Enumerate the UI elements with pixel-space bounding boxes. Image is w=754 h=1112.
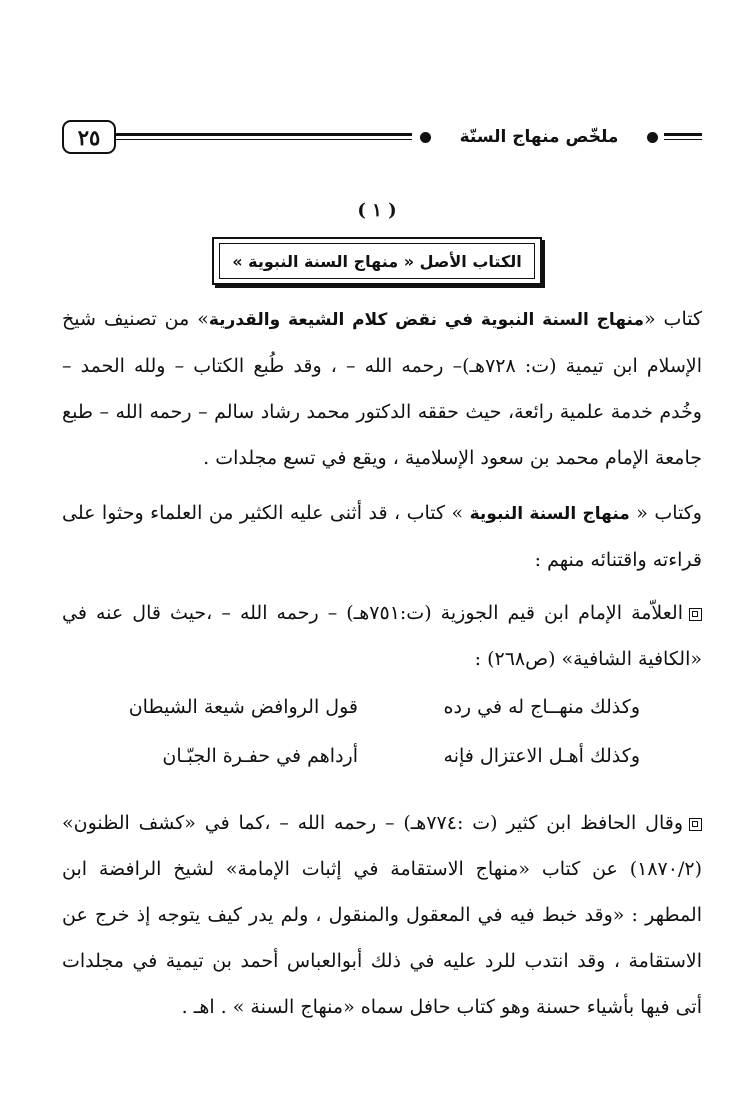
paragraph-text: العلاّمة الإمام ابن قيم الجوزية (ت:٧٥١هـ) – رحمه الله – ،حيث قال عنه في «الكافية الشافية» (ص٢٦٨) : [62,602,702,670]
verse-hemistich-first: وكذلك منهــاج له في رده [443,696,640,718]
title-box [212,237,542,285]
paragraph-praise [62,490,702,583]
paragraph-lead: وكتاب « [629,502,702,524]
running-title: ملخّص منهاج السنّة [459,127,619,147]
section-number: ( ١ ) [357,200,397,221]
verse-hemistich-second: قول الروافض شيعة الشيطان [128,696,358,718]
paragraph-text: » من تصنيف شيخ الإسلام ابن تيمية (ت: ٧٢٨هـ)– رحمه الله – ، وقد طُبع الكتاب – ولله الحمد – وخُدم خدمة علمية رائعة، حيث حققه الدكتور محمد رشاد سالم – رحمه الله – طبع جامعة الإمام محمد بن سعود الإسلامية ، ويقع في تسع مجلدات . [62,308,703,469]
page-header [62,120,702,158]
bullet-icon [420,132,431,143]
page-number: ٢٥ [62,120,116,154]
paragraph-ibn-kathir [62,800,702,1030]
paragraph-lead: كتاب « [644,308,703,330]
paragraph-ibn-qayyim [62,590,702,682]
header-rule-left [116,133,412,142]
poem-verse-1 [0,696,754,736]
paragraph-intro [62,296,702,481]
verse-hemistich-second: أرداهم في حفـرة الجبّـان [162,745,358,767]
square-bullet-icon [689,818,702,831]
paragraph-text: » كتاب ، قد أثنى عليه الكثير من العلماء وحثوا على قراءته واقتنائه منهم : [62,502,702,571]
poem-verse-2 [0,745,754,785]
book-title: منهاج السنة النبوية في نقض كلام الشيعة والقدرية [208,310,645,330]
header-rule-right [664,133,702,142]
verse-hemistich-first: وكذلك أهـل الاعتزال فإنه [443,745,640,767]
section-title: الكتاب الأصل « منهاج السنة النبوية » [219,243,535,279]
paragraph-text: وقال الحافظ ابن كثير (ت :٧٧٤هـ) – رحمه الله – ،كما في «كشف الظنون» (١٨٧٠/٢) عن كتاب «منهاج الاستقامة في إثبات الإمامة» لشيخ الرافضة ابن المطهر : «وقد خبط فيه في المعقول والمنقول ، ولم يدر كيف يتوجه إذ خرج عن الاستقامة ، وقد انتدب للرد عليه في ذلك أبوالعباس أحمد بن تيمية في مجلدات أتى فيها بأشياء حسنة وهو كتاب حافل سماه «منهاج السنة » . اهـ . [62,812,702,1018]
bullet-icon [647,132,658,143]
square-bullet-icon [689,608,702,621]
book-title: منهاج السنة النبوية [469,504,630,524]
